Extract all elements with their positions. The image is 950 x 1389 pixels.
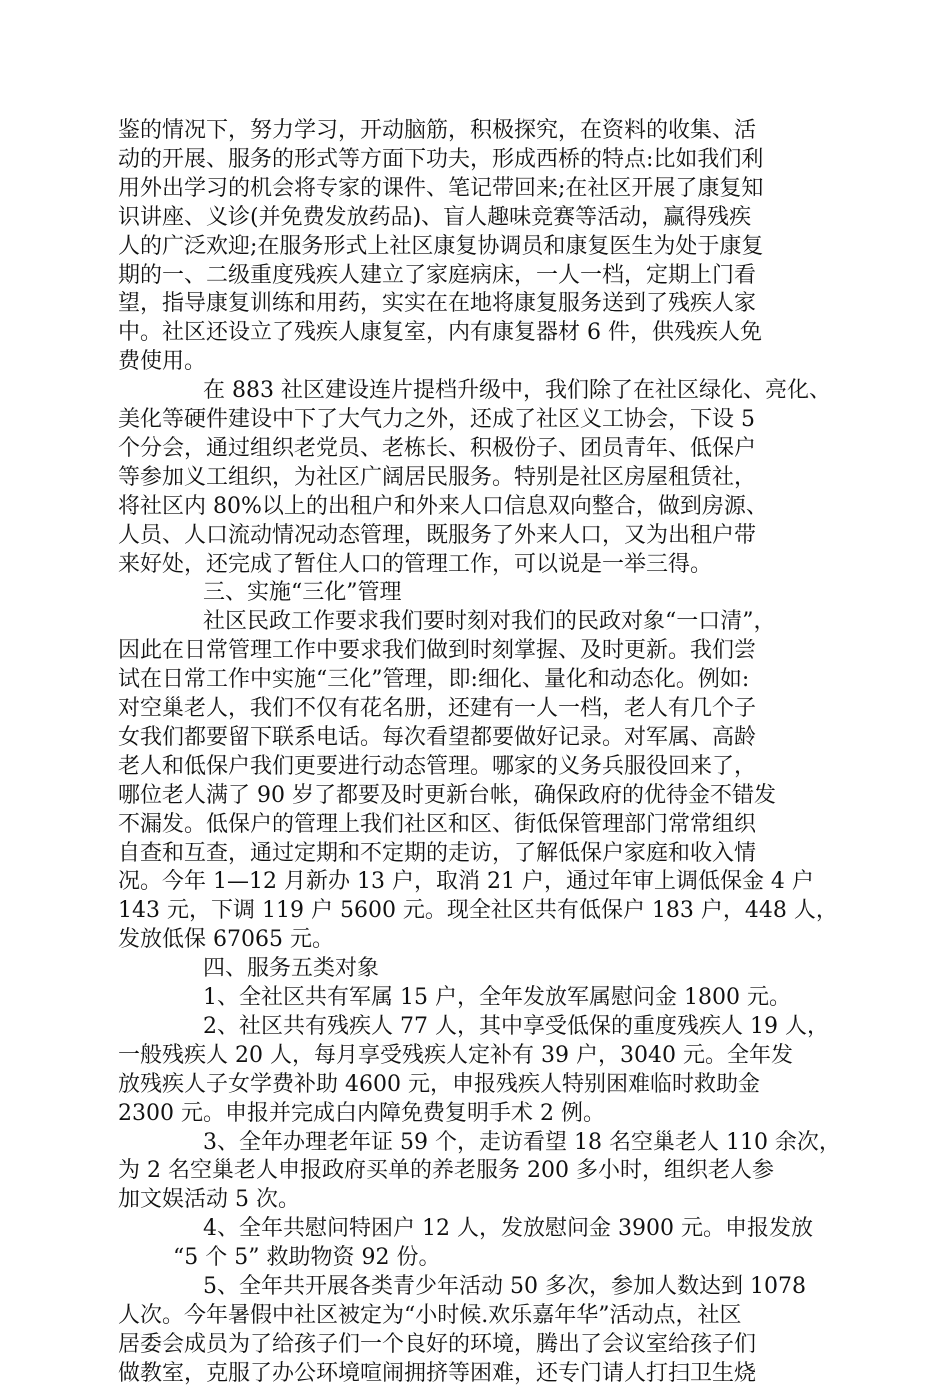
text-line: 来好处，还完成了暂住人口的管理工作，可以说是一举三得。	[118, 552, 713, 577]
text-line: 个分会，通过组织老党员、老栋长、积极份子、团员青年、低保户	[118, 436, 757, 461]
text-line: 不漏发。低保户的管理上我们社区和区、街低保管理部门常常组织	[118, 812, 757, 837]
text-line: 在 883 社区建设连片提档升级中，我们除了在社区绿化、亮化、	[203, 378, 831, 403]
text-line: 女我们都要留下联系电话。每次看望都要做好记录。对军属、高龄	[118, 725, 757, 750]
text-line: 对空巢老人，我们不仅有花名册，还建有一人一档，老人有几个子	[118, 696, 757, 721]
text-line: 人员、人口流动情况动态管理，既服务了外来人口，又为出租户带	[118, 523, 757, 548]
text-line: 鉴的情况下，努力学习，开动脑筋，积极探究，在资料的收集、活	[118, 118, 757, 143]
text-line: 加文娱活动 5 次。	[118, 1187, 300, 1212]
text-line: 费使用。	[118, 349, 207, 374]
text-line: 期的一、二级重度残疾人建立了家庭病床，一人一档，定期上门看	[118, 263, 757, 288]
section-heading: 四、服务五类对象	[203, 956, 380, 981]
text-line: 居委会成员为了给孩子们一个良好的环境，腾出了会议室给孩子们	[118, 1332, 757, 1357]
text-line: 况。今年 1—12 月新办 13 户，取消 21 户，通过年审上调低保金 4 户	[118, 869, 814, 894]
section-heading: 三、实施“三化”管理	[203, 580, 402, 605]
text-line: 1、全社区共有军属 15 户，全年发放军属慰问金 1800 元。	[203, 985, 791, 1010]
text-line: 143 元，下调 119 户 5600 元。现全社区共有低保户 183 户，448 人，	[118, 898, 838, 923]
text-line: 用外出学习的机会将专家的课件、笔记带回来;在社区开展了康复知	[118, 176, 764, 201]
text-line: 为 2 名空巢老人申报政府买单的养老服务 200 多小时，组织老人参	[118, 1158, 774, 1183]
text-line: 一般残疾人 20 人，每月享受残疾人定补有 39 户，3040 元。全年发	[118, 1043, 793, 1068]
text-line: 试在日常工作中实施“三化”管理，即:细化、量化和动态化。例如:	[118, 667, 750, 692]
text-line: 5、全年共开展各类青少年活动 50 多次，参加人数达到 1078	[203, 1274, 806, 1299]
text-line: 2、社区共有残疾人 77 人，其中享受低保的重度残疾人 19 人，	[203, 1014, 829, 1039]
text-line: 望，指导康复训练和用药，实实在在地将康复服务送到了残疾人家	[118, 291, 757, 316]
text-line: 做教室，克服了办公环境喧闹拥挤等困难，还专门请人打扫卫生烧	[118, 1361, 757, 1386]
text-line: 自查和互查，通过定期和不定期的走访，了解低保户家庭和收入情	[118, 841, 757, 866]
text-line: 人次。今年暑假中社区被定为“小时候.欢乐嘉年华”活动点，社区	[118, 1303, 742, 1328]
text-line: 社区民政工作要求我们要时刻对我们的民政对象“一口清”，	[203, 609, 776, 634]
text-line: 动的开展、服务的形式等方面下功夫，形成西桥的特点:比如我们利	[118, 147, 764, 172]
text-line: 3、全年办理老年证 59 个，走访看望 18 名空巢老人 110 余次，	[203, 1130, 841, 1155]
text-line: 等参加义工组织，为社区广阔居民服务。特别是社区房屋租赁社，	[118, 465, 757, 490]
text-line: 识讲座、义诊(并免费发放药品)、盲人趣味竞赛等活动，赢得残疾	[118, 205, 752, 230]
text-line: 人的广泛欢迎;在服务形式上社区康复协调员和康复医生为处于康复	[118, 234, 764, 259]
text-line: 中。社区还设立了残疾人康复室，内有康复器材 6 件，供残疾人免	[118, 320, 762, 345]
text-line: 老人和低保户我们更要进行动态管理。哪家的义务兵服役回来了，	[118, 754, 757, 779]
text-line: 发放低保 67065 元。	[118, 927, 334, 952]
text-line: 将社区内 80%以上的出租户和外来人口信息双向整合，做到房源、	[118, 494, 768, 519]
text-line: “5 个 5” 救助物资 92 份。	[173, 1245, 441, 1270]
text-line: 2300 元。申报并完成白内障免费复明手术 2 例。	[118, 1101, 605, 1126]
text-line: 放残疾人子女学费补助 4600 元，申报残疾人特别困难临时救助金	[118, 1072, 760, 1097]
text-line: 美化等硬件建设中下了大气力之外，还成了社区义工协会，下设 5	[118, 407, 755, 432]
text-line: 因此在日常管理工作中要求我们做到时刻掌握、及时更新。我们尝	[118, 638, 757, 663]
text-line: 4、全年共慰问特困户 12 人，发放慰问金 3900 元。申报发放	[203, 1216, 813, 1241]
text-line: 哪位老人满了 90 岁了都要及时更新台帐，确保政府的优待金不错发	[118, 783, 776, 808]
